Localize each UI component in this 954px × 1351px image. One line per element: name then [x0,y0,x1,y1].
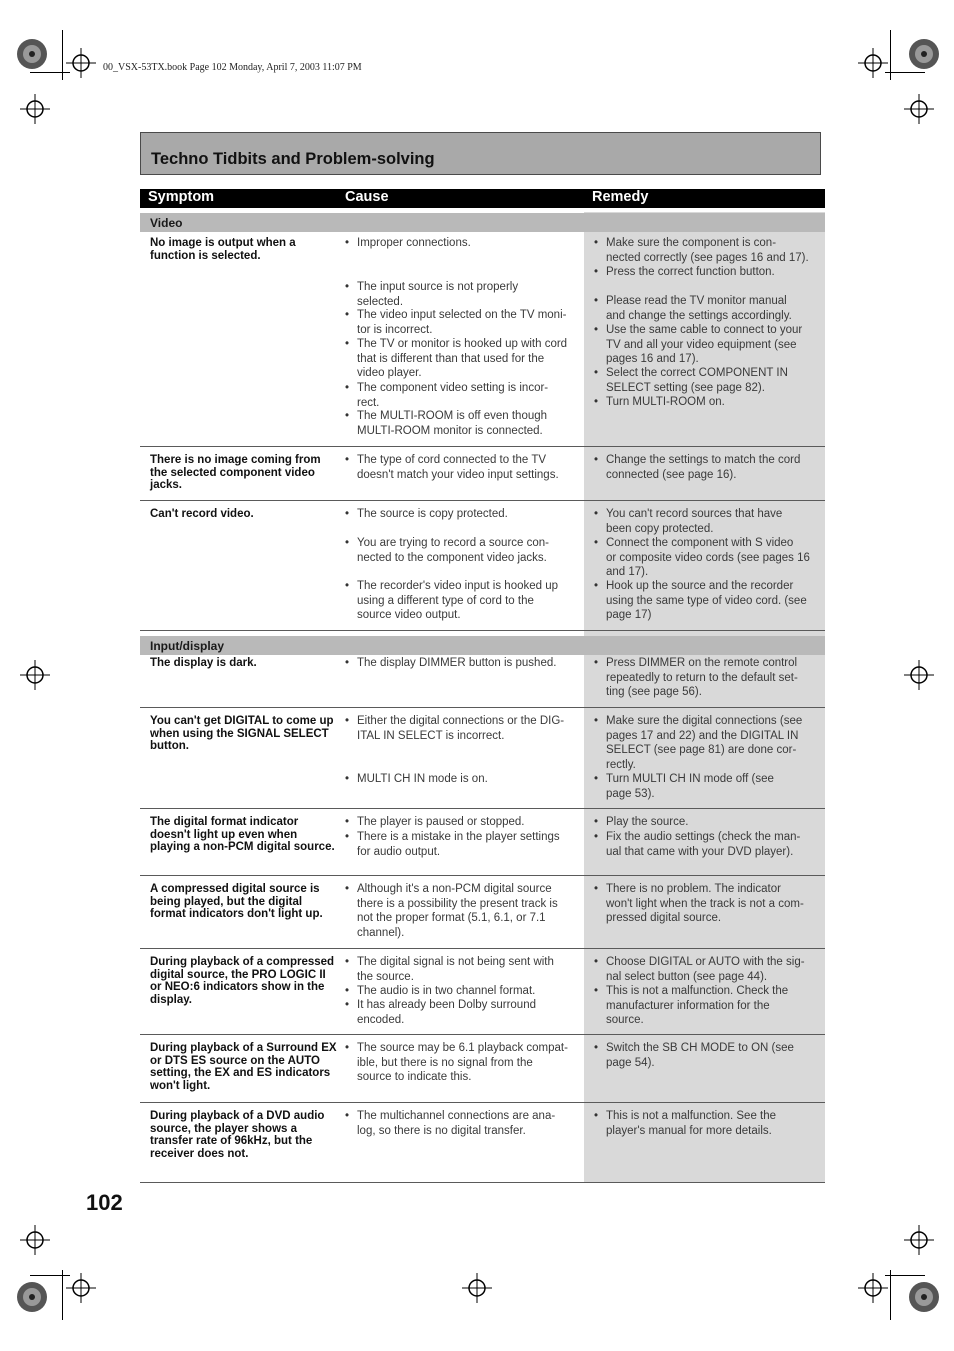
remedy-item: • This is not a malfunction. Check the manufacturer information for the source. [594,984,826,1028]
row-divider [140,948,825,949]
table-row [140,882,825,946]
section-label: Input/display [150,639,225,653]
cause-item: • MULTI CH IN mode is on. [345,772,585,787]
remedy-item: • Change the settings to match the cord connected (see page 16). [594,453,826,482]
cause-item: • Either the digital connections or the DIG- ITAL IN SELECT is incorrect. [345,714,585,743]
section-title-bar [140,132,821,175]
cause-item: • It has already been Dolby surround encoded. [345,998,585,1027]
row-divider [140,630,825,631]
crop-header: 00_VSX-53TX.book Page 102 Monday, April 7, 2003 11:07 PM [103,62,362,73]
column-header-cause: Cause [345,189,389,205]
table-row [140,955,825,1033]
remedy-item: • Make sure the component is con- nected correctly (see pages 16 and 17). [594,236,826,265]
cause-item: • You are trying to record a source con- nected to the component video jacks. [345,536,585,565]
cause-item: • The TV or monitor is hooked up with cord that is different than that used for the video player. [345,337,585,381]
remedy-item: • Play the source. [594,815,826,830]
table-row [140,1041,825,1101]
symptom-text: You can't get DIGITAL to come up when using the SIGNAL SELECT button. [150,715,334,753]
symptom-text: During playback of a DVD audio source, the player shows a transfer rate of 96kHz, but the receiver does not. [150,1110,325,1160]
row-divider [140,500,825,501]
remedy-item: • Connect the component with S video or composite video cords (see pages 16 and 17). [594,536,826,580]
crop-line [885,1275,925,1276]
crosshair-icon [20,660,50,690]
cause-item: • The player is paused or stopped. [345,815,585,830]
table-row [140,453,825,499]
symptom-text: During playback of a Surround EX or DTS ES source on the AUTO setting, the EX and ES indicators won't light. [150,1042,337,1092]
crosshair-icon [66,48,96,78]
row-divider [140,707,825,708]
table-header [140,189,825,208]
section-band-video [140,213,825,232]
remedy-item: • Turn MULTI CH IN mode off (see page 53). [594,772,826,801]
crosshair-icon [904,94,934,124]
cause-item: • The input source is not properly selected. [345,280,585,309]
crop-line [62,1270,63,1320]
cause-item: • The source is copy protected. [345,507,585,522]
section-label: Video [150,216,183,230]
table-row [140,714,825,806]
registration-disc-icon [905,1278,943,1316]
symptom-text: No image is output when a function is selected. [150,237,296,262]
remedy-item: • There is no problem. The indicator won't light when the track is not a com- pressed digital source. [594,882,826,926]
crosshair-icon [462,1273,492,1303]
cause-item: • Improper connections. [345,236,585,251]
row-divider [140,808,825,809]
row-divider [140,446,825,447]
row-divider [140,1182,825,1183]
column-header-symptom: Symptom [148,189,215,205]
cause-item: • The source may be 6.1 playback compat- ible, but there is no signal from the source to indicate this. [345,1041,585,1085]
crosshair-icon [858,48,888,78]
row-divider [140,875,825,876]
remedy-item: • Turn MULTI-ROOM on. [594,395,826,410]
symptom-text: The display is dark. [150,657,257,669]
page-number: 102 [86,1190,123,1215]
table-row [140,236,825,446]
cause-item: • The video input selected on the TV moni- tor is incorrect. [345,308,585,337]
cause-item: • Although it's a non-PCM digital source there is a possibility the present track is not the proper format (5.1, 6.1, or 7.1 channel). [345,882,585,940]
crosshair-icon [20,94,50,124]
remedy-item: • Make sure the digital connections (see pages 17 and 22) and the DIGITAL IN SELECT (see page 81) are done cor- rectly. [594,714,826,772]
registration-disc-icon [13,1278,51,1316]
column-header-remedy: Remedy [592,189,649,205]
crop-line [890,1270,891,1320]
crosshair-icon [904,1225,934,1255]
crop-line [30,1275,70,1276]
table-row [140,507,825,627]
cause-item: • The digital signal is not being sent with the source. [345,955,585,984]
table-row [140,815,825,873]
section-band-input-display [140,636,825,655]
crosshair-icon [904,660,934,690]
table-row [140,656,825,706]
remedy-item: • Select the correct COMPONENT IN SELECT setting (see page 82). [594,366,826,395]
registration-disc-icon [905,35,943,73]
remedy-item: • Please read the TV monitor manual and change the settings accordingly. [594,294,826,323]
crosshair-icon [20,1225,50,1255]
remedy-item: • Press the correct function button. [594,265,826,280]
cause-item: • The display DIMMER button is pushed. [345,656,585,671]
symptom-text: The digital format indicator doesn't light up even when playing a non-PCM digital source. [150,816,335,854]
remedy-item: • Fix the audio settings (check the man- ual that came with your DVD player). [594,830,826,859]
row-divider [140,1034,825,1035]
crosshair-icon [66,1273,96,1303]
remedy-item: • This is not a malfunction. See the player's manual for more details. [594,1109,826,1138]
cause-item: • The type of cord connected to the TV doesn't match your video input settings. [345,453,585,482]
page-title: Techno Tidbits and Problem-solving [151,150,435,168]
symptom-text: A compressed digital source is being played, but the digital format indicators don't light up. [150,883,323,921]
remedy-item: • Press DIMMER on the remote control repeatedly to return to the default set- ting (see page 56). [594,656,826,700]
symptom-text: During playback of a compressed digital source, the PRO LOGIC II or NEO:6 indicators show in the display. [150,956,335,1006]
cause-item: • The audio is in two channel format. [345,984,585,999]
cause-item: • The recorder's video input is hooked up using a different type of cord to the source video output. [345,579,585,623]
cause-item: • The MULTI-ROOM is off even though MULTI-ROOM monitor is connected. [345,409,585,438]
remedy-item: • Use the same cable to connect to your TV and all your video equipment (see pages 16 and 17). [594,323,826,367]
remedy-item: • Switch the SB CH MODE to ON (see page 54). [594,1041,826,1070]
registration-disc-icon [13,35,51,73]
row-divider [140,1102,825,1103]
symptom-text: There is no image coming from the selected component video jacks. [150,454,321,492]
remedy-item: • You can't record sources that have been copy protected. [594,507,826,536]
remedy-item: • Choose DIGITAL or AUTO with the sig- nal select button (see page 44). [594,955,826,984]
crosshair-icon [858,1273,888,1303]
symptom-text: Can't record video. [150,508,254,520]
cause-item: • The component video setting is incor- rect. [345,381,585,410]
remedy-item: • Hook up the source and the recorder using the same type of video cord. (see page 17) [594,579,826,623]
cause-item: • The multichannel connections are ana- log, so there is no digital transfer. [345,1109,585,1138]
cause-item: • There is a mistake in the player settings for audio output. [345,830,585,859]
table-row [140,1109,825,1181]
